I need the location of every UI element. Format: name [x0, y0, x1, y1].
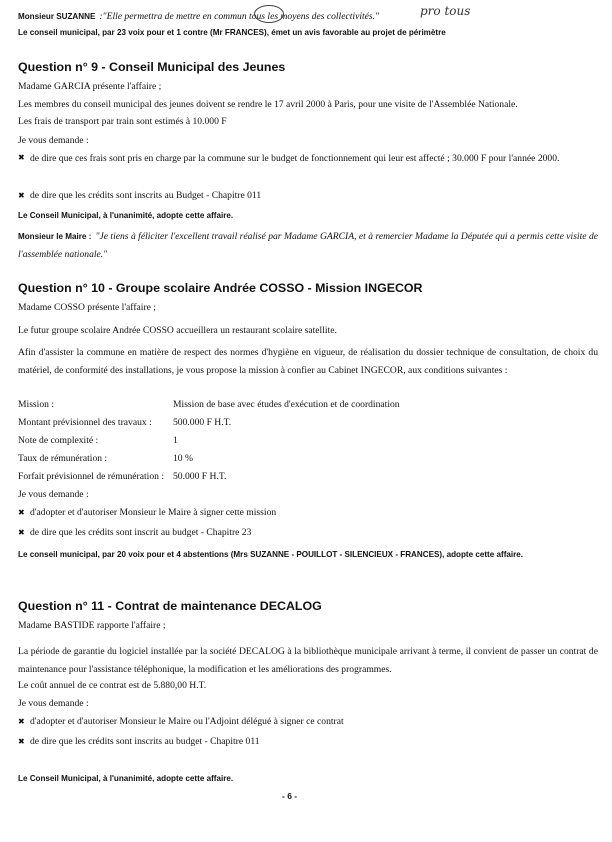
q10-conditions-table	[0, 399, 612, 489]
q10-b1-text: d'adopter et d'autoriser Monsieur le Maire à signer cette mission	[30, 507, 277, 518]
conditions-row	[0, 399, 612, 411]
q9-intro: Madame GARCIA présente l'affaire ;	[18, 81, 162, 92]
q11-b2-text: de dire que les crédits sont inscrits au budget - Chapitre 011	[30, 736, 260, 747]
q10-intro: Madame COSSO présente l'affaire ;	[18, 302, 156, 313]
conditions-value: 1	[173, 435, 178, 446]
conditions-label: Montant prévisionnel des travaux :	[18, 417, 152, 428]
perimeter-vote: Le conseil municipal, par 23 voix pour et 1 contre (Mr FRANCES), émet un avis favorable au projet de périmètre	[18, 28, 446, 37]
conditions-label: Mission :	[18, 399, 54, 410]
conditions-row	[0, 453, 612, 465]
q9-ask: Je vous demande :	[18, 135, 89, 146]
handwritten-note: pro tous	[420, 4, 471, 18]
q11-b1-text: d'adopter et d'autoriser Monsieur le Maire ou l'Adjoint délégué à signer ce contrat	[30, 716, 344, 727]
q9-vote: Le Conseil Municipal, à l'unanimité, adopte cette affaire.	[18, 211, 234, 220]
bullet-icon: ✖	[18, 717, 25, 726]
bullet-icon: ✖	[18, 737, 25, 746]
conditions-value: Mission de base avec études d'exécution et de coordination	[173, 399, 400, 410]
q10-vote: Le conseil municipal, par 20 voix pour et 4 abstentions (Mrs SUZANNE - POUILLOT - SILENCIEUX - FRANCES), adopte cette affaire.	[18, 550, 524, 559]
conditions-label: Taux de rémunération :	[18, 453, 108, 464]
bullet-icon: ✖	[18, 508, 25, 517]
q9-b2-text: de dire que les crédits sont inscrits au Budget - Chapitre 011	[30, 190, 262, 201]
q11-p1: La période de garantie du logiciel installée par la société DECALOG à la bibliothèque municipale arrivant à terme, il convient de passer un contrat de maintenance pour l'assistance téléphonique, la modification et les améliorations des programmes.	[18, 646, 598, 675]
q10-ask: Je vous demande :	[18, 489, 89, 500]
q11-title: Question n° 11 - Contrat de maintenance DECALOG	[18, 599, 322, 613]
q11-bullet-1	[0, 716, 612, 728]
q9-bullet-1	[0, 152, 612, 178]
bullet-icon: ✖	[18, 153, 25, 162]
q10-b2-text: de dire que les crédits sont inscrit au budget - Chapitre 23	[30, 527, 252, 538]
speaker-name: Monsieur SUZANNE	[18, 12, 96, 21]
q9-bullet-2	[0, 190, 612, 202]
q9-title: Question n° 9 - Conseil Municipal des Jeunes	[18, 60, 286, 74]
conditions-row	[0, 471, 612, 483]
q10-title: Question n° 10 - Groupe scolaire Andrée COSSO - Mission INGECOR	[18, 281, 423, 295]
q10-p2: Afin d'assister la commune en matière de respect des normes d'hygiène en vigueur, de réalisation du dossier technique de consultation, de choix du matériel, de conformité des installations, je vous propose la mission à confier au Cabinet INGECOR, aux conditions suivantes :	[18, 347, 598, 376]
q9-p1: Les membres du conseil municipal des jeunes doivent se rendre le 17 avril 2000 à Paris, pour une visite de l'Assemblée Nationale.	[18, 99, 518, 110]
q9-mayor	[18, 227, 598, 263]
q10-p1: Le futur groupe scolaire Andrée COSSO accueillera un restaurant scolaire satellite.	[18, 325, 337, 336]
conditions-label: Forfait prévisionnel de rémunération :	[18, 471, 164, 482]
conditions-row	[0, 435, 612, 447]
q10-bullet-2	[0, 527, 612, 539]
conditions-label: Note de complexité :	[18, 435, 99, 446]
conditions-value: 50.000 F H.T.	[173, 471, 227, 482]
mayor-quote: "Je tiens à féliciter l'excellent travail réalisé par Madame GARCIA, et à remercier Madame la Députée qui a permis cette visite de l'assemblée nationale."	[18, 231, 599, 260]
speaker-quote: :"Elle permettra de mettre en commun tous les moyens des collectivités."	[99, 11, 380, 22]
q11-ask: Je vous demande :	[18, 698, 89, 709]
conditions-row	[0, 417, 612, 429]
bullet-icon: ✖	[18, 528, 25, 537]
q11-bullet-2	[0, 736, 612, 748]
q11-vote: Le Conseil Municipal, à l'unanimité, adopte cette affaire.	[18, 774, 234, 783]
handwritten-circle	[254, 5, 284, 23]
mayor-label: Monsieur le Maire :	[18, 232, 92, 241]
page-number: - 6 -	[282, 791, 298, 801]
q9-b1-text: de dire que ces frais sont pris en charge par la commune sur le budget de fonctionnement qui leur est affecté ; 30.000 F pour l'année 2000.	[30, 153, 560, 164]
q10-bullet-1	[0, 507, 612, 519]
bullet-icon: ✖	[18, 191, 25, 200]
suzanne-quote-line	[18, 6, 598, 24]
q11-intro: Madame BASTIDE rapporte l'affaire ;	[18, 620, 166, 631]
conditions-value: 10 %	[173, 453, 193, 464]
conditions-value: 500.000 F H.T.	[173, 417, 232, 428]
q9-p2: Les frais de transport par train sont estimés à 10.000 F	[18, 116, 227, 127]
q11-p2: Le coût annuel de ce contrat est de 5.880,00 H.T.	[18, 680, 207, 691]
